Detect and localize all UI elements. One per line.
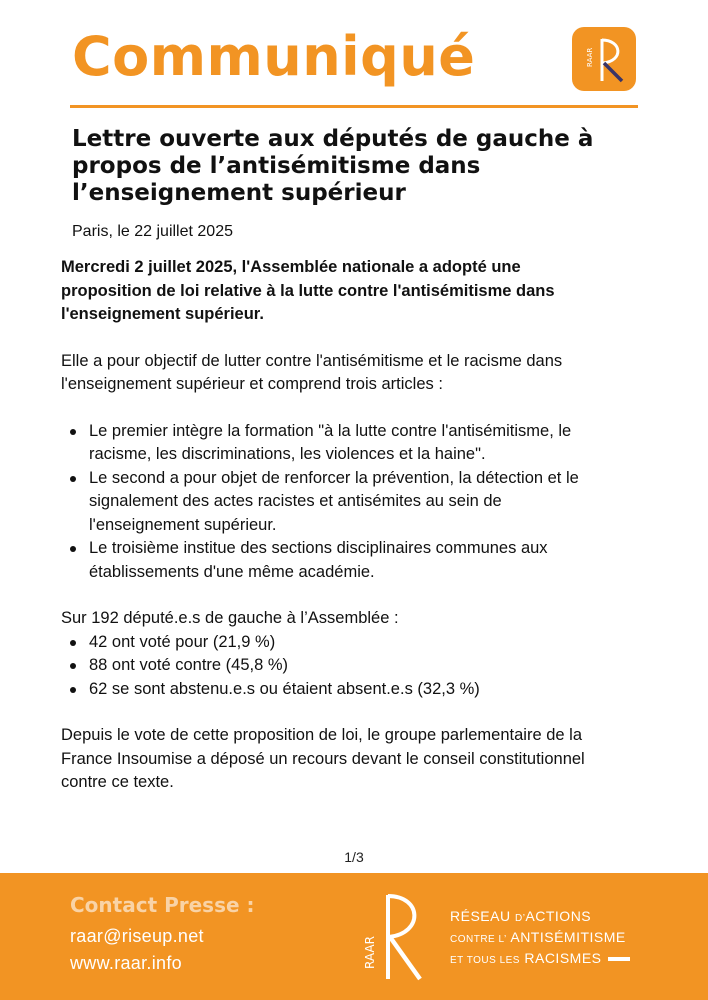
- raar-logo: [572, 27, 636, 91]
- bullet-icon: [70, 663, 76, 669]
- list-item: Le second a pour objet de renforcer la prévention, la détection et le signalement des actes racistes et antisémites au sein de l'enseignement supérieur.: [61, 467, 601, 538]
- votes-list: [61, 631, 601, 702]
- bullet-icon: [70, 476, 76, 482]
- page-number: 1/3: [344, 849, 364, 865]
- conclusion-paragraph: Depuis le vote de cette proposition de loi, le groupe parlementaire de la France Insoumise a déposé un recours devant le conseil constitutionnel contre ce texte.: [61, 726, 585, 791]
- bullet-icon: [70, 687, 76, 693]
- contact-website[interactable]: www.raar.info: [70, 953, 182, 973]
- footer-raar-logo: [356, 889, 432, 985]
- footer-logo-text: RAAR: [363, 936, 377, 969]
- footer-logo-mark: [356, 889, 432, 985]
- org-bar: [608, 957, 630, 961]
- page-title: Communiqué: [72, 25, 476, 88]
- document-body: [61, 256, 601, 795]
- intro-paragraph: Elle a pour objectif de lutter contre l'antisémitisme et le racisme dans l'enseignement supérieur et comprend trois articles :: [61, 351, 563, 393]
- list-item: Le troisième institue des sections disciplinaires communes aux établissements d'une même académie.: [61, 537, 601, 584]
- votes-intro: Sur 192 député.e.s de gauche à l’Assemblée :: [61, 609, 399, 627]
- organization-name: RÉSEAU D’ACTIONS CONTRE L’ ANTISÉMITISME ET TOUS LES RACISMES: [450, 907, 630, 970]
- lead-paragraph: Mercredi 2 juillet 2025, l'Assemblée nationale a adopté une proposition de loi relative à la lutte contre l'antisémitisme dans l'enseignement supérieur.: [61, 258, 555, 323]
- list-item: Le premier intègre la formation "à la lutte contre l'antisémitisme, le racisme, les discriminations, les violences et la haine".: [61, 420, 601, 467]
- date-line: Paris, le 22 juillet 2025: [72, 223, 233, 240]
- header-divider: [70, 105, 638, 108]
- contact-title: Contact Presse :: [70, 893, 255, 917]
- footer: [0, 873, 708, 1000]
- bullet-icon: [70, 429, 76, 435]
- bullet-icon: [70, 546, 76, 552]
- articles-list: [61, 420, 601, 585]
- list-item: 62 se sont abstenu.e.s ou étaient absent.e.s (32,3 %): [61, 678, 601, 702]
- contact-email[interactable]: raar@riseup.net: [70, 926, 204, 946]
- document-subtitle: Lettre ouverte aux députés de gauche à propos de l’antisémitisme dans l’enseignement supérieur: [72, 126, 594, 206]
- list-item: 88 ont voté contre (45,8 %): [61, 654, 601, 678]
- logo-text: RAAR: [586, 47, 594, 67]
- raar-logo-mark: [572, 27, 636, 91]
- list-item: 42 ont voté pour (21,9 %): [61, 631, 601, 655]
- bullet-icon: [70, 640, 76, 646]
